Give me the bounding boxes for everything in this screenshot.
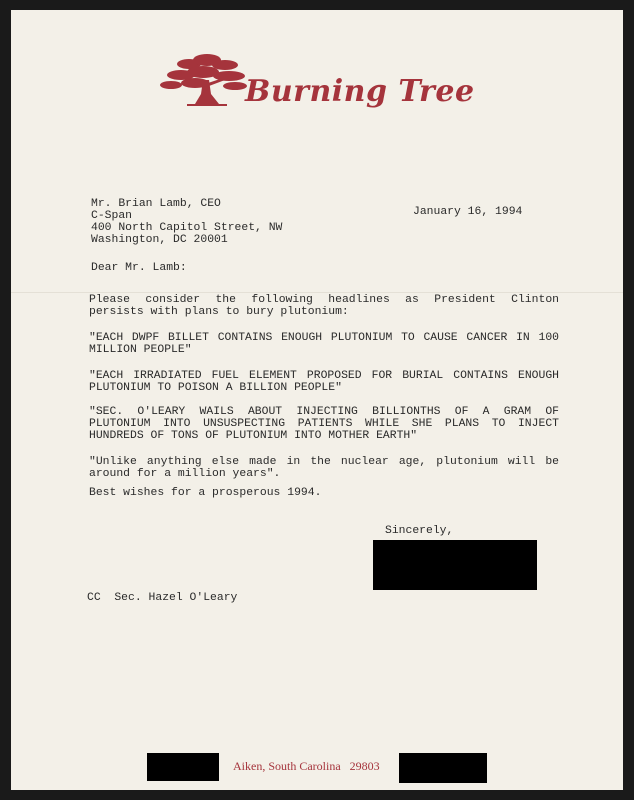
footer-address: Aiken, South Carolina 29803 <box>233 759 380 773</box>
headline-quote-2: "EACH IRRADIATED FUEL ELEMENT PROPOSED FOR BURIAL CONTAINS ENOUGH PLUTONIUM TO POISON A BILLION PEOPLE" <box>89 370 559 394</box>
recipient-street: 400 North Capitol Street, NW <box>91 222 283 234</box>
recipient-name: Mr. Brian Lamb, CEO <box>91 198 221 210</box>
redacted-footer-left <box>147 753 219 781</box>
letter-date: January 16, 1994 <box>413 206 523 218</box>
letter-page <box>11 10 623 790</box>
tree-icon <box>159 50 251 110</box>
recipient-address <box>91 198 282 246</box>
sign-off: Sincerely, <box>385 525 454 537</box>
closing-line: Best wishes for a prosperous 1994. <box>89 487 322 499</box>
headline-quote-3: "SEC. O'LEARY WAILS ABOUT INJECTING BILLIONTHS OF A GRAM OF PLUTONIUM INTO UNSUSPECTING PATIENTS WHILE SHE PLANS TO INJECT HUNDREDS OF TONS OF PLUTONIUM INTO MOTHER EARTH" <box>89 406 559 442</box>
redacted-signature <box>373 540 537 590</box>
cc-line: CC Sec. Hazel O'Leary <box>87 592 238 604</box>
redacted-footer-right <box>399 753 487 783</box>
recipient-city: Washington, DC 20001 <box>91 234 228 246</box>
letterhead <box>159 50 489 116</box>
closing-quote: "Unlike anything else made in the nuclear age, plutonium will be around for a million years". <box>89 456 559 480</box>
salutation: Dear Mr. Lamb: <box>91 262 187 274</box>
brand-name: Burning Tree <box>245 74 475 109</box>
paragraph-intro: Please consider the following headlines as President Clinton persists with plans to bury plutonium: <box>89 294 559 318</box>
recipient-company: C-Span <box>91 210 133 222</box>
headline-quote-1: "EACH DWPF BILLET CONTAINS ENOUGH PLUTONIUM TO CAUSE CANCER IN 100 MILLION PEOPLE" <box>89 332 559 356</box>
page-fold-line <box>11 292 623 293</box>
